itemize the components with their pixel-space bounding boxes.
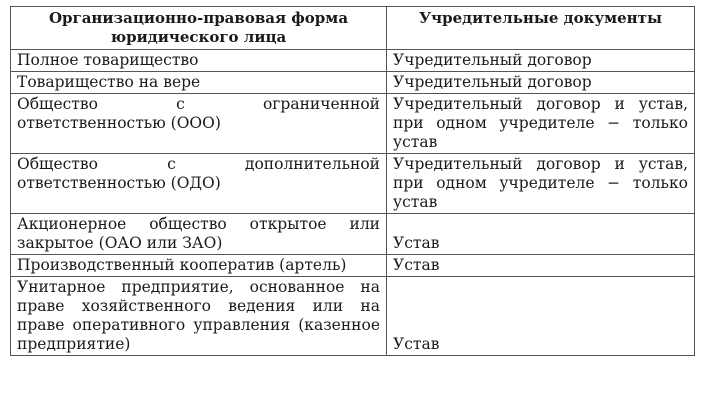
table-row <box>11 72 695 94</box>
row-founding-docs: Учредительный договор и устав, при одном учредителе − только устав <box>387 154 695 214</box>
table-row <box>11 214 695 255</box>
table-row <box>11 50 695 72</box>
row-legal-form: Общество с дополнительной ответственностью (ОДО) <box>11 154 387 214</box>
header-legal-form: Организационно-правовая форма юридического лица <box>11 7 387 50</box>
row-founding-docs: Учредительный договор <box>387 50 695 72</box>
table-row <box>11 255 695 277</box>
row-legal-form: Общество с ограниченной ответственностью (ООО) <box>11 94 387 154</box>
row-legal-form: Товарищество на вере <box>11 72 387 94</box>
row-legal-form: Полное товарищество <box>11 50 387 72</box>
table-row <box>11 277 695 356</box>
row-legal-form: Унитарное предприятие, основанное на праве хозяйственного ведения или на праве оперативного управления (казенное предприятие) <box>11 277 387 356</box>
founding-documents-table <box>10 6 695 356</box>
header-founding-documents: Учредительные документы <box>387 7 695 50</box>
table-row <box>11 154 695 214</box>
row-founding-docs: Устав <box>387 255 695 277</box>
table-header-row <box>11 7 695 50</box>
row-founding-docs: Учредительный договор и устав, при одном учредителе − только устав <box>387 94 695 154</box>
table-row <box>11 94 695 154</box>
row-legal-form: Акционерное общество открытое или закрытое (ОАО или ЗАО) <box>11 214 387 255</box>
row-founding-docs: Учредительный договор <box>387 72 695 94</box>
row-founding-docs: Устав <box>387 214 695 255</box>
row-legal-form: Производственный кооператив (артель) <box>11 255 387 277</box>
row-founding-docs: Устав <box>387 277 695 356</box>
